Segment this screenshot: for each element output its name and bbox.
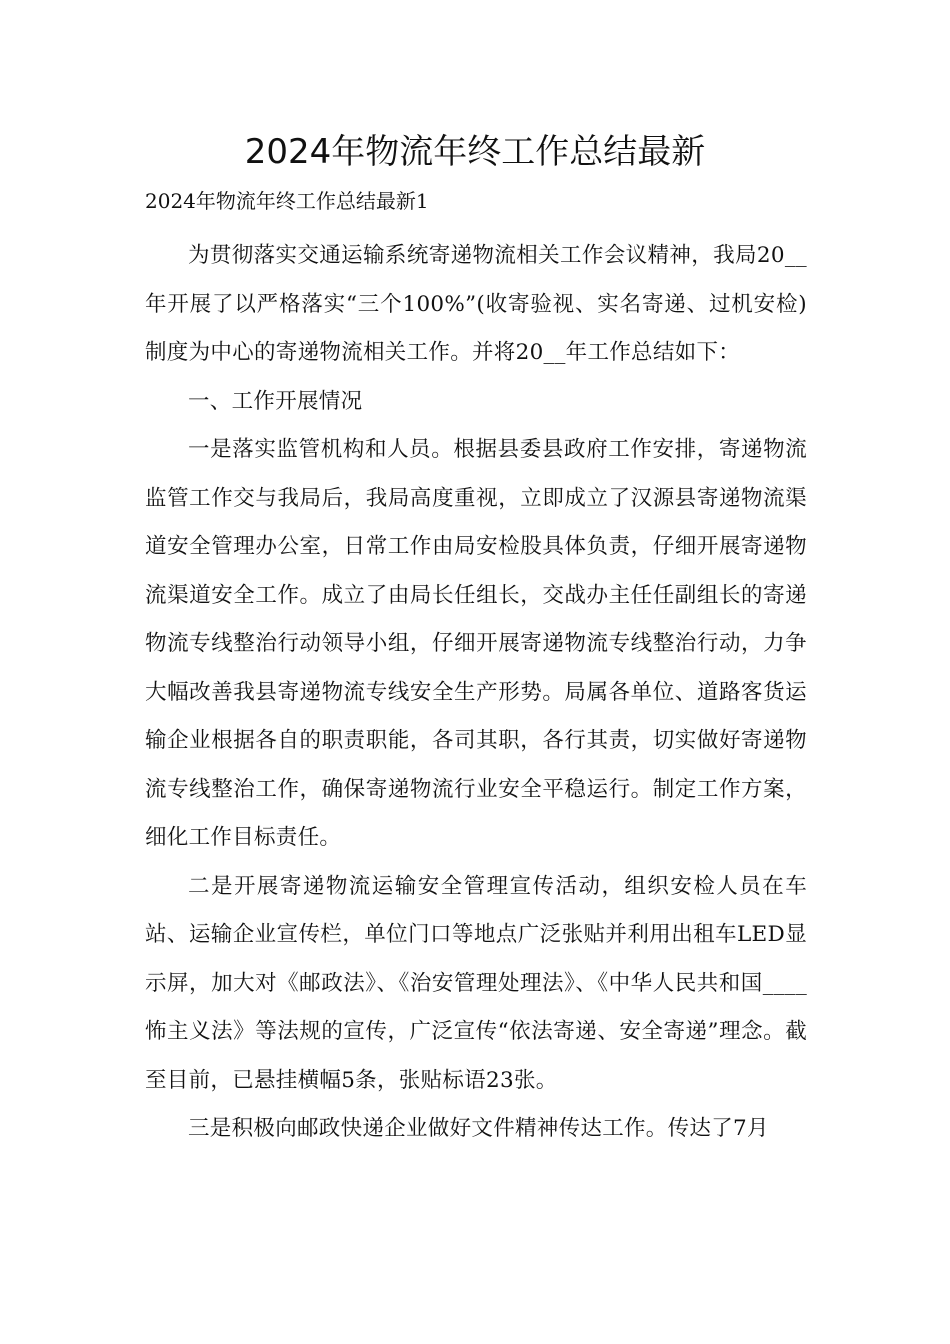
paragraph-point-three: 三是积极向邮政快递企业做好文件精神传达工作。传达了7月 — [188, 1116, 769, 1141]
document-subtitle: 2024年物流年终工作总结最新1 — [145, 189, 429, 213]
document-body — [145, 232, 807, 1154]
section-heading: 一、工作开展情况 — [188, 388, 363, 414]
document-title: 2024年物流年终工作总结最新 — [244, 132, 706, 172]
paragraph-point-one: 一是落实监管机构和人员。根据县委县政府工作安排，寄递物流监管工作交与我局后，我局高度重视，立即成立了汉源县寄递物流渠道安全管理办公室，日常工作由局安检股具体负责，仔细开展寄递物流渠道安全工作。成立了由局长任组长，交战办主任任副组长的寄递物流专线整治行动领导小组，仔细开展寄递物流专线整治行动，力争大幅改善我县寄递物流专线安全生产形势。局属各单位、道路客货运输企业根据各自的职责职能，各司其职，各行其责，切实做好寄递物流专线整治工作，确保寄递物流行业安全平稳运行。制定工作方案，细化工作目标责任。 — [145, 437, 807, 850]
paragraph-point-two: 二是开展寄递物流运输安全管理宣传活动，组织安检人员在车站、运输企业宣传栏，单位门口等地点广泛张贴并利用出租车LED显示屏，加大对《邮政法》、《治安管理处理法》、《中华人民共和国____怖主义法》等法规的宣传，广泛宣传“依法寄递、安全寄递”理念。截至目前，已悬挂横幅5条，张贴标语23张。 — [145, 873, 807, 1093]
paragraph-intro: 为贯彻落实交通运输系统寄递物流相关工作会议精神，我局20__年开展了以严格落实“三个100%”(收寄验视、实名寄递、过机安检)制度为中心的寄递物流相关工作。并将20__年工作总结如下： — [145, 243, 807, 365]
